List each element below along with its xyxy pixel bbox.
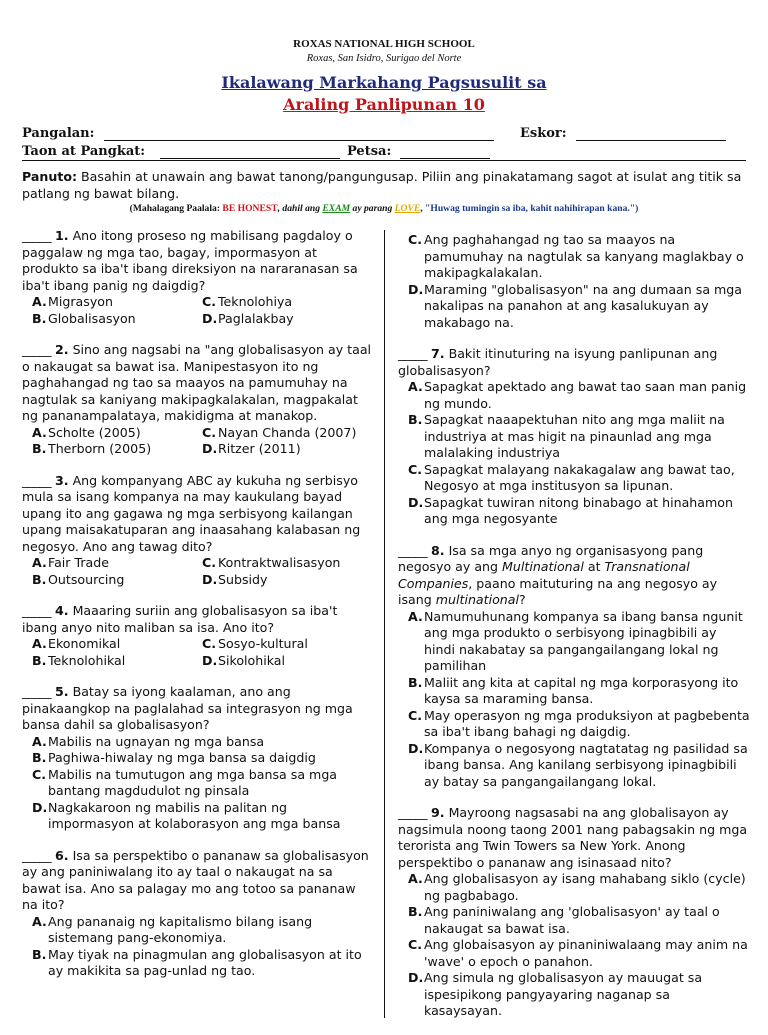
option-a (32, 914, 372, 947)
right-column (398, 228, 750, 1035)
question-4 (22, 603, 372, 669)
question-number: 7. (431, 346, 445, 361)
option-letter: A. (32, 555, 47, 570)
option-text: Ang paniniwalang ang 'globalisasyon' ay taal o nakaugat sa bawat isa. (424, 904, 720, 936)
option-c (202, 294, 372, 311)
option-text: Ang globalisasyon ay isang mahabang siklo (cycle) ng pagbabago. (424, 871, 746, 903)
option-letter: B. (408, 674, 423, 690)
option-text: Outsourcing (48, 571, 125, 587)
option-letter: D. (408, 494, 424, 510)
option-text: Nagkakaroon ng mabilis na palitan ng impormasyon at kolaborasyon ang mga bansa (48, 799, 341, 831)
answer-blank[interactable]: _____ (22, 847, 51, 863)
option-text: May operasyon ng mga produksiyon at pagbebenta sa iba't ibang bahagi ng daigdig. (424, 707, 750, 739)
option-c (408, 937, 750, 970)
option-letter: D. (408, 281, 424, 297)
option-b (32, 311, 202, 328)
option-c (32, 767, 372, 800)
reminder (22, 203, 746, 214)
question-6-continued (398, 232, 750, 331)
option-letter: D. (32, 799, 48, 815)
question-8 (398, 543, 750, 791)
taon-field[interactable] (160, 158, 340, 159)
question-text: ? (519, 592, 526, 607)
option-letter: B. (32, 571, 47, 587)
option-c (408, 232, 750, 282)
question-text: Ang kompanyang ABC ay kukuha ng serbisyo mula sa isang kompanya na may kaukulang bayad upang ito ang gagawa ng mga serbisyong kailangan upang maisakatuparan ang inaasahang kalabasan ng negosyo. Ano ang tawag dito? (22, 472, 361, 554)
option-letter: B. (408, 412, 423, 427)
answer-blank[interactable]: _____ (22, 472, 51, 488)
question-number: 9. (431, 805, 445, 820)
option-d (202, 572, 372, 589)
question-7 (398, 346, 750, 528)
option-d (202, 311, 372, 328)
answer-blank[interactable]: _____ (22, 684, 51, 699)
option-text: Fair Trade (48, 555, 109, 570)
option-a (408, 379, 750, 412)
question-number: 5. (55, 684, 69, 699)
taon-label: Taon at Pangkat: (22, 144, 146, 159)
question-5 (22, 684, 372, 833)
question-text: Maaaring suriin ang globalisasyon sa iba't ibang anyo nito maliban sa isa. Ano ito? (22, 603, 338, 635)
question-number: 8. (431, 542, 445, 558)
option-letter: A. (408, 871, 423, 886)
option-b (408, 675, 750, 708)
answer-blank[interactable]: _____ (398, 805, 427, 820)
option-text: Teknolohikal (48, 652, 126, 668)
option-letter: B. (32, 652, 47, 668)
option-letter: C. (408, 937, 423, 952)
option-d (408, 741, 750, 791)
question-2 (22, 342, 372, 458)
question-text: Ano itong proseso ng mabilisang pagdaloy o paggalaw ng mga tao, bagay, impormasyon at produkto sa iba't ibang direksiyon na nararanasan sa iba't ibang panig ng daigdig? (22, 228, 358, 293)
option-text: Ang globaisasyon ay pinaniniwalaang may anim na 'wave' o epoch o panahon. (424, 937, 748, 969)
option-text: Sikolohikal (218, 652, 286, 668)
question-number: 6. (55, 847, 69, 863)
option-letter: D. (202, 310, 218, 326)
option-a (408, 609, 750, 675)
option-text: Sosyo-kultural (218, 636, 308, 651)
question-9 (398, 805, 750, 1020)
option-text: Scholte (2005) (48, 424, 141, 440)
question-1 (22, 228, 372, 327)
option-letter: B. (408, 904, 423, 919)
option-text: Nayan Chanda (2007) (218, 424, 357, 440)
school-address: Roxas, San Isidro, Surigao del Norte (306, 53, 462, 64)
question-text: Isa sa mga anyo ng organisasyong pang negosyo ay ang (398, 542, 704, 574)
answer-blank[interactable]: _____ (22, 342, 51, 357)
column-divider (384, 230, 385, 1018)
instructions-label: Panuto: (22, 169, 78, 184)
question-3 (22, 473, 372, 589)
option-b (32, 572, 202, 589)
option-letter: D. (408, 740, 424, 756)
option-d (32, 800, 372, 833)
option-letter: A. (32, 913, 47, 929)
question-term: Multinational (502, 559, 584, 574)
option-text: Ang paghahangad ng tao sa maayos na pamumuhay na nagtulak sa kanyang maglakbay o makipagkalakalan. (424, 232, 744, 280)
option-letter: C. (202, 636, 217, 651)
option-d (202, 653, 372, 670)
question-text: Batay sa iyong kaalaman, ano ang pinakaangkop na paglalahad sa integrasyon ng mga bansa dahil sa globalisasyon? (22, 684, 353, 732)
answer-blank[interactable]: _____ (22, 603, 51, 618)
pangalan-field[interactable] (104, 140, 494, 141)
question-text: Bakit itinuturing na isyung panlipunan ang globalisasyon? (398, 346, 718, 378)
option-text: Maliit ang kita at capital ng mga korporasyong ito kaysa sa maraming bansa. (424, 674, 739, 706)
option-letter: B. (32, 750, 47, 765)
option-letter: A. (32, 424, 47, 440)
question-term: multinational (435, 592, 519, 607)
option-text: Migrasyon (48, 294, 113, 309)
option-letter: D. (202, 441, 218, 456)
question-text: Mayroong nagsasabi na ang globalisayon ay nagsimula noong taong 2001 nang pabagsakin ng mga terorista ang Twin Towers sa New York. Anong perspektibo o pananaw ang isinasaad nito? (398, 805, 748, 870)
option-text: Sapagkat malayang nakakagalaw ang bawat tao, Negosyo at mga institusyon sa lipunan. (424, 461, 735, 493)
question-text: Isa sa perspektibo o pananaw sa globalisasyon ay ang paniniwalang ito ay taal o nakaugat na sa bawat isa. Ano sa palagay mo ang totoo sa pananaw na ito? (22, 847, 369, 912)
instructions-text: Basahin at unawain ang bawat tanong/pangungusap. Piliin ang pinakatamang sagot at isulat ang titik sa patlang ng bawat bilang. (22, 169, 742, 201)
question-number: 4. (55, 603, 69, 618)
instructions (22, 168, 746, 202)
option-letter: C. (408, 461, 423, 477)
left-column (22, 228, 372, 995)
option-text: Sapagkat tuwiran nitong binabago at hinahamon ang mga negosyante (424, 494, 733, 526)
question-number: 2. (55, 342, 69, 357)
option-letter: C. (202, 294, 217, 309)
option-a (408, 871, 750, 904)
school-name: ROXAS NATIONAL HIGH SCHOOL (293, 38, 475, 50)
option-text: Teknolohiya (218, 294, 293, 309)
option-text: Maraming "globalisasyon" na ang dumaan sa mga nakalipas na panahon at ang kasalukuyan ay makabago na. (424, 281, 743, 330)
option-letter: D. (202, 571, 218, 587)
question-text: at (583, 559, 605, 574)
reminder-exam: EXAM (322, 203, 351, 214)
option-text: Namumuhunang kompanya sa ibang bansa ngunit ang mga produkto o serbisyong ipinagbibili ay hindi nakabatay sa pangangailangang lokal ng pamilihan (424, 608, 743, 673)
answer-blank[interactable]: _____ (398, 346, 427, 361)
option-d (408, 282, 750, 332)
reminder-part: , (420, 203, 426, 214)
option-text: Sapagkat naaapektuhan nito ang mga maliit na industriya at mas higit na pinaunlad ang mga malalaking industriya (424, 412, 725, 460)
option-c (408, 462, 750, 495)
option-text: Ang simula ng globalisasyon ay mauugat sa ispesipikong pangyayaring naganap sa kasaysayan. (424, 970, 703, 1018)
option-c (202, 636, 372, 653)
option-text: Ang pananaig ng kapitalismo bilang isang sistemang pang-ekonomiya. (48, 913, 313, 945)
option-a (32, 555, 202, 572)
pangalan-label: Pangalan: (22, 126, 95, 141)
option-c (202, 555, 372, 572)
question-number: 1. (55, 228, 69, 243)
question-term: Transnational Companies (398, 559, 690, 591)
header-divider (22, 160, 746, 161)
option-letter: B. (32, 310, 47, 326)
reminder-part: , dahil ang (277, 203, 323, 214)
reminder-be-honest: BE HONEST (222, 203, 278, 214)
option-letter: A. (408, 608, 423, 624)
option-text: Mabilis na ugnayan ng mga bansa (48, 733, 265, 749)
option-letter: A. (408, 379, 423, 394)
option-letter: B. (32, 946, 47, 962)
exam-title: Ikalawang Markahang Pagsusulit sa (221, 73, 547, 92)
question-text: Sino ang nagsabi na "ang globalisasyon ay taal o nakaugat sa bawat isa. Manipestasyon ito ng paghahangad ng tao sa maayos na pamumuhay na nagtulak sa kaniyang makipagkalakalan, magpakalat ng pananampalataya, makidigma at manakop. (22, 342, 372, 423)
option-letter: A. (32, 636, 47, 651)
option-d (408, 970, 750, 1020)
answer-blank[interactable]: _____ (22, 228, 51, 243)
question-number: 3. (55, 472, 69, 488)
option-text: May tiyak na pinagmulan ang globalisasyon at ito ay makikita sa pag-unlad ng tao. (48, 946, 362, 978)
option-text: Paglalakbay (218, 310, 294, 326)
question-6 (22, 848, 372, 980)
petsa-label: Petsa: (347, 144, 392, 159)
answer-blank[interactable]: _____ (398, 542, 427, 558)
option-text: Sapagkat apektado ang bawat tao saan man panig ng mundo. (424, 379, 747, 411)
option-letter: D. (408, 970, 424, 985)
option-letter: A. (32, 733, 47, 749)
option-text: Ritzer (2011) (218, 441, 301, 456)
option-b (32, 947, 372, 980)
option-letter: C. (408, 707, 423, 723)
option-b (32, 750, 372, 767)
reminder-quote: "Huwag tumingin sa iba, kahit nahihirapan kana.") (425, 203, 639, 214)
option-text: Kontraktwalisasyon (218, 555, 341, 570)
option-text: Globalisasyon (48, 310, 136, 326)
option-letter: C. (202, 424, 217, 440)
option-a (32, 294, 202, 311)
option-d (202, 441, 372, 458)
option-letter: B. (32, 441, 47, 456)
option-b (408, 412, 750, 462)
question-text: , paano maituturing na ang negosyo ay isang (398, 575, 718, 607)
option-letter: A. (32, 294, 47, 309)
option-c (408, 708, 750, 741)
option-text: Paghiwa-hiwalay ng mga bansa sa daigdig (48, 750, 316, 765)
option-a (32, 636, 202, 653)
option-d (408, 495, 750, 528)
option-text: Therborn (2005) (48, 441, 152, 456)
option-text: Ekonomikal (48, 636, 121, 651)
eskor-field[interactable] (576, 140, 726, 141)
option-letter: D. (202, 652, 218, 668)
reminder-part: ay parang (350, 203, 395, 214)
option-b (32, 653, 202, 670)
eskor-label: Eskor: (520, 126, 567, 141)
reminder-part: (Mahalagang Paalala: (129, 203, 223, 214)
option-text: Subsidy (218, 571, 268, 587)
option-c (202, 425, 372, 442)
option-letter: C. (408, 232, 423, 247)
option-a (32, 734, 372, 751)
petsa-field[interactable] (400, 158, 490, 159)
exam-subject: Araling Panlipunan 10 (283, 95, 485, 114)
option-letter: C. (202, 555, 217, 570)
option-b (408, 904, 750, 937)
option-text: Kompanya o negosyong nagtatatag ng pasilidad sa ibang bansa. Ang kanilang serbisyong ipinagbibili ay batay sa pangangailangang lokal. (424, 740, 748, 789)
option-letter: C. (32, 766, 47, 782)
option-b (32, 441, 202, 458)
option-a (32, 425, 202, 442)
reminder-love: LOVE (394, 203, 421, 214)
option-text: Mabilis na tumutugon ang mga bansa sa mga bantang magdudulot ng pinsala (48, 766, 338, 798)
